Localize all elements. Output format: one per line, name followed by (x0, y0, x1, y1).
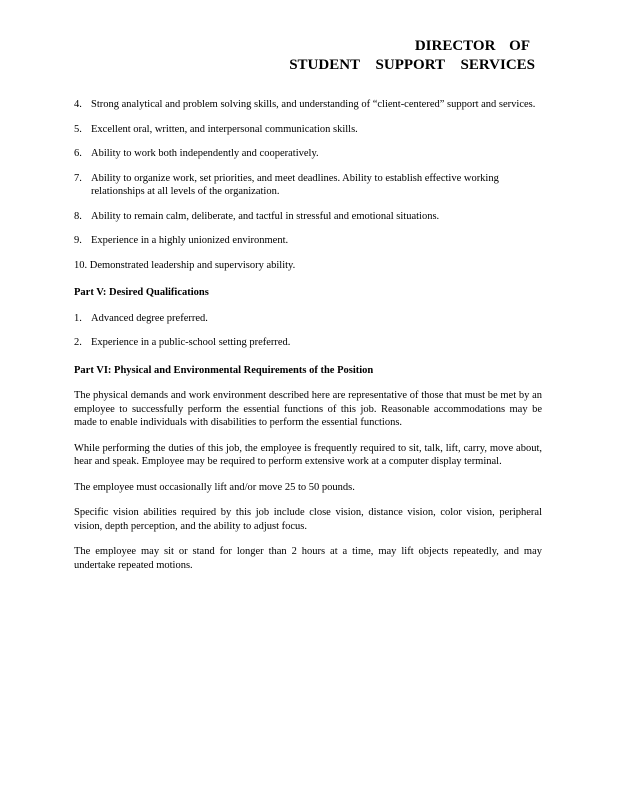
list-item-number: 5. (74, 123, 82, 135)
list-item-text: Strong analytical and problem solving skills, and understanding of “client-centered” support and services. (91, 99, 536, 110)
list-item (74, 312, 542, 326)
list-item (74, 259, 542, 273)
document-body (74, 98, 542, 584)
list-item (74, 172, 542, 199)
list-item-text: Excellent oral, written, and interpersonal communication skills. (91, 123, 358, 135)
list-item-text: Ability to work both independently and cooperatively. (91, 148, 319, 159)
paragraph: The employee may sit or stand for longer than 2 hours at a time, may lift objects repeatedly, and may undertake repeated motions. (74, 546, 542, 571)
list-item-text: Experience in a public-school setting preferred. (91, 337, 291, 348)
title-line-1: DIRECTOR OF (414, 38, 530, 54)
document-title (289, 37, 535, 75)
list-item-text: Experience in a highly unionized environment. (91, 235, 289, 246)
section-heading-part6: Part VI: Physical and Environmental Requirements of the Position (74, 364, 374, 376)
list-item-number: 2. (74, 337, 82, 348)
paragraph: While performing the duties of this job, the employee is frequently required to sit, talk, lift, carry, move about, hear and speak. Employee may be required to perform extensive work at a computer display terminal. (74, 442, 542, 467)
list-item-number: 4. (74, 99, 82, 110)
section-heading-part5: Part V: Desired Qualifications (74, 287, 209, 298)
list-item (74, 234, 542, 248)
list-item-text: Advanced degree preferred. (91, 312, 208, 324)
paragraph: The physical demands and work environment described here are representative of those that must be met by an employee to successfully perform the essential functions of this job. Reasonable accommodations may be made to enable individuals with disabilities to perform the essential functions. (74, 390, 542, 428)
list-item-text: Ability to organize work, set priorities, and meet deadlines. Ability to establish effective working relationships at all levels of the organization. (91, 172, 499, 197)
list-item-number: 7. (74, 172, 82, 184)
list-item (74, 147, 542, 161)
list-item-number: 10. (74, 259, 88, 271)
list-item (74, 210, 542, 224)
list-item-text: Demonstrated leadership and supervisory ability. (89, 259, 296, 271)
list-item (74, 98, 542, 112)
list-item-number: 9. (74, 235, 82, 246)
list-item-text: Ability to remain calm, deliberate, and tactful in stressful and emotional situations. (91, 210, 440, 222)
list-item-number: 1. (74, 312, 82, 324)
paragraph: The employee must occasionally lift and/or move 25 to 50 pounds. (74, 481, 355, 493)
list-item (74, 336, 542, 350)
paragraph: Specific vision abilities required by this job include close vision, distance vision, color vision, peripheral vision, depth perception, and the ability to adjust focus. (74, 507, 542, 532)
list-item (74, 123, 542, 137)
title-line-2: STUDENT SUPPORT SERVICES (289, 57, 535, 73)
list-item-number: 6. (74, 148, 82, 159)
list-item-number: 8. (74, 210, 82, 222)
